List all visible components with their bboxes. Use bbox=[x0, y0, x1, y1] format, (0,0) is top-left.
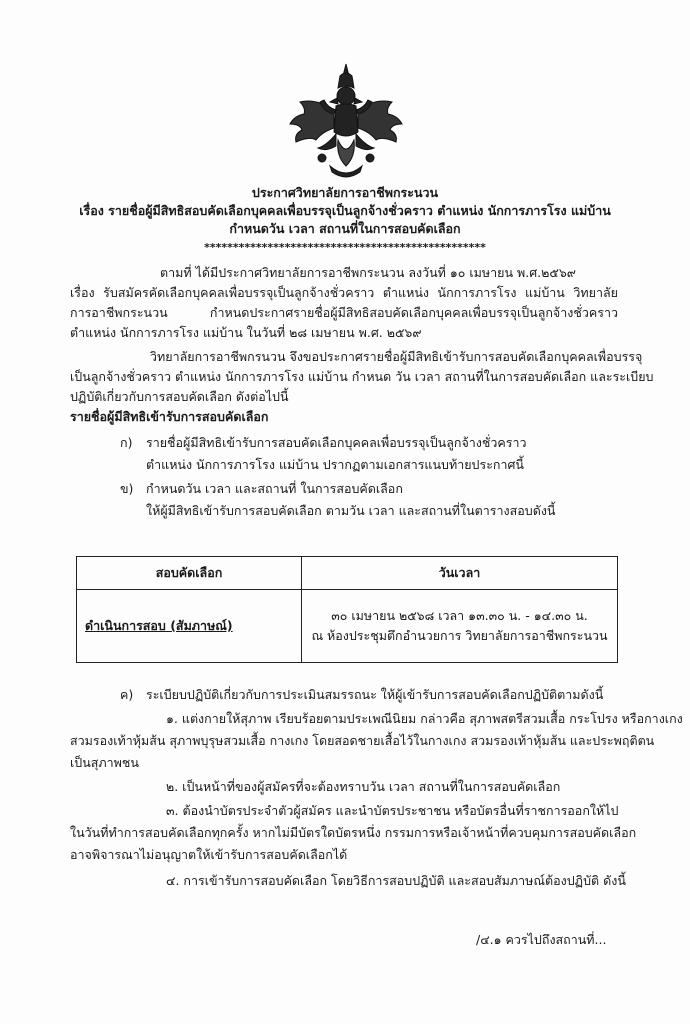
table-header-exam: สอบคัดเลือก bbox=[77, 557, 302, 590]
table-cell-exam bbox=[77, 590, 302, 663]
rule1-line1: ๑. แต่งกายให้สุภาพ เรียบร้อยตามประเพณีนิยม กล่าวคือ สุภาพสตรีสวมเสื้อ กระโปรง หรือกางเกง bbox=[166, 711, 683, 726]
rule2-line1: ๒. เป็นหน้าที่ของผู้สมัครที่จะต้องทราบวัน เวลา สถานที่ในการสอบคัดเลือก bbox=[166, 779, 561, 794]
exam-type-label: ดำเนินการสอบ (สัมภาษณ์) bbox=[85, 618, 233, 633]
announcement-subject: เรื่อง รายชื่อผู้มีสิทธิสอบคัดเลือกบุคคลเพื่อบรรจุเป็นลูกจ้างชั่วคราว ตำแหน่ง นักการภารโรง แม่บ้าน bbox=[79, 203, 611, 218]
exam-datetime: ๓๐ เมษายน ๒๕๖๘ เวลา ๑๓.๓๐ น. - ๑๔.๓๐ น. bbox=[331, 608, 588, 623]
para2-line3: ปฏิบัติเกี่ยวกับการสอบคัดเลือก ดังต่อไปนี้ bbox=[70, 389, 289, 404]
garuda-emblem-icon bbox=[286, 62, 406, 184]
para1-line4: ตำแหน่ง นักการภารโรง แม่บ้าน ในวันที่ ๒๘ เมษายน พ.ศ. ๒๕๖๙ bbox=[70, 325, 422, 340]
item-kho-line1: ระเบียบปฏิบัติเกี่ยวกับการประเมินสมรรถนะ ให้ผู้เข้ารับการสอบคัดเลือกปฏิบัติตามดังนี้ bbox=[146, 687, 604, 702]
table-cell-datetime bbox=[302, 590, 618, 663]
section-title: รายชื่อผู้มีสิทธิเข้ารับการสอบคัดเลือก bbox=[70, 409, 269, 424]
exam-place: ณ ห้องประชุมตึกอำนวยการ วิทยาลัยการอาชีพกระนวน bbox=[311, 628, 608, 643]
table-header-datetime: วันเวลา bbox=[302, 557, 618, 590]
item-kh-marker: ข) bbox=[120, 481, 134, 496]
item-k-line2: ตำแหน่ง นักการภารโรง แม่บ้าน ปรากฏตามเอกสารแนบท้ายประกาศนี้ bbox=[146, 457, 524, 472]
rule4-line1: ๔. การเข้ารับการสอบคัดเลือก โดยวิธีการสอบปฏิบัติ และสอบสัมภาษณ์ต้องปฏิบัติ ดังนี้ bbox=[166, 873, 626, 888]
rule1-line3: เป็นสุภาพชน bbox=[70, 755, 139, 770]
para1-line3: การอาชีพกระนวน กำหนดประกาศรายชื่อผู้มีสิทธิสอบคัดเลือกบุคคลเพื่อบรรจุเป็นลูกจ้างชั่วคราว bbox=[70, 305, 618, 320]
rule3-line2: ในวันที่ทำการสอบคัดเลือกทุกครั้ง หากไม่มีบัตรใดบัตรหนึ่ง กรรมการหรือเจ้าหน้าที่ควบคุมการสอบคัดเลือก bbox=[70, 825, 637, 840]
rule3-line1: ๓. ต้องนำบัตรประจำตัวผู้สมัคร และนำบัตรประชาชน หรือบัตรอื่นที่ราชการออกให้ไป bbox=[166, 803, 619, 818]
para1-line2: เรื่อง รับสมัครคัดเลือกบุคคลเพื่อบรรจุเป็นลูกจ้างชั่วคราว ตำแหน่ง นักการภารโรง แม่บ้าน วิทยาลัย bbox=[70, 285, 618, 300]
table-row bbox=[77, 590, 618, 663]
rule3-line3: อาจพิจารณาไม่อนุญาตให้เข้ารับการสอบคัดเลือกได้ bbox=[70, 847, 348, 862]
continuation-reference: /๔.๑ ควรไปถึงสถานที่... bbox=[476, 932, 607, 947]
announcement-subtitle: กำหนดวัน เวลา สถานที่ในการสอบคัดเลือก bbox=[229, 221, 461, 236]
rule1-line2: สวมรองเท้าหุ้มส้น สุภาพบุรุษสวมเสื้อ กางเกง โดยสอดชายเสื้อไว้ในกางเกง สวมรองเท้าหุ้มส้น และประพฤติตน bbox=[70, 733, 655, 748]
table-header-row bbox=[77, 557, 618, 590]
header-divider: ************************************************* bbox=[204, 241, 486, 254]
exam-schedule-table bbox=[76, 556, 618, 663]
para2-line2: เป็นลูกจ้างชั่วคราว ตำแหน่ง นักการภารโรง แม่บ้าน กำหนด วัน เวลา สถานที่ในการสอบคัดเลือก และระเบียบ bbox=[70, 369, 654, 384]
item-kh-line2: ให้ผู้มีสิทธิเข้ารับการสอบคัดเลือก ตามวัน เวลา และสถานที่ในตารางสอบดังนี้ bbox=[146, 503, 556, 518]
para1-line1: ตามที่ ได้มีประกาศวิทยาลัยการอาชีพกระนวน ลงวันที่ ๑๐ เมษายน พ.ศ.๒๕๖๙ bbox=[160, 265, 576, 280]
announcement-title: ประกาศวิทยาลัยการอาชีพกระนวน bbox=[251, 185, 439, 200]
item-kh-line1: กำหนดวัน เวลา และสถานที่ ในการสอบคัดเลือก bbox=[146, 481, 403, 496]
item-kho-marker: ค) bbox=[120, 687, 134, 702]
para2-line1: วิทยาลัยการอาชีพกรนวน จึงขอประกาศรายชื่อผู้มีสิทธิเข้ารับการสอบคัดเลือกบุคคลเพื่อบรรจุ bbox=[150, 349, 643, 364]
item-k-marker: ก) bbox=[120, 435, 133, 450]
item-k-line1: รายชื่อผู้มีสิทธิเข้ารับการสอบคัดเลือกบุคคลเพื่อบรรจุเป็นลูกจ้างชั่วคราว bbox=[146, 435, 527, 450]
